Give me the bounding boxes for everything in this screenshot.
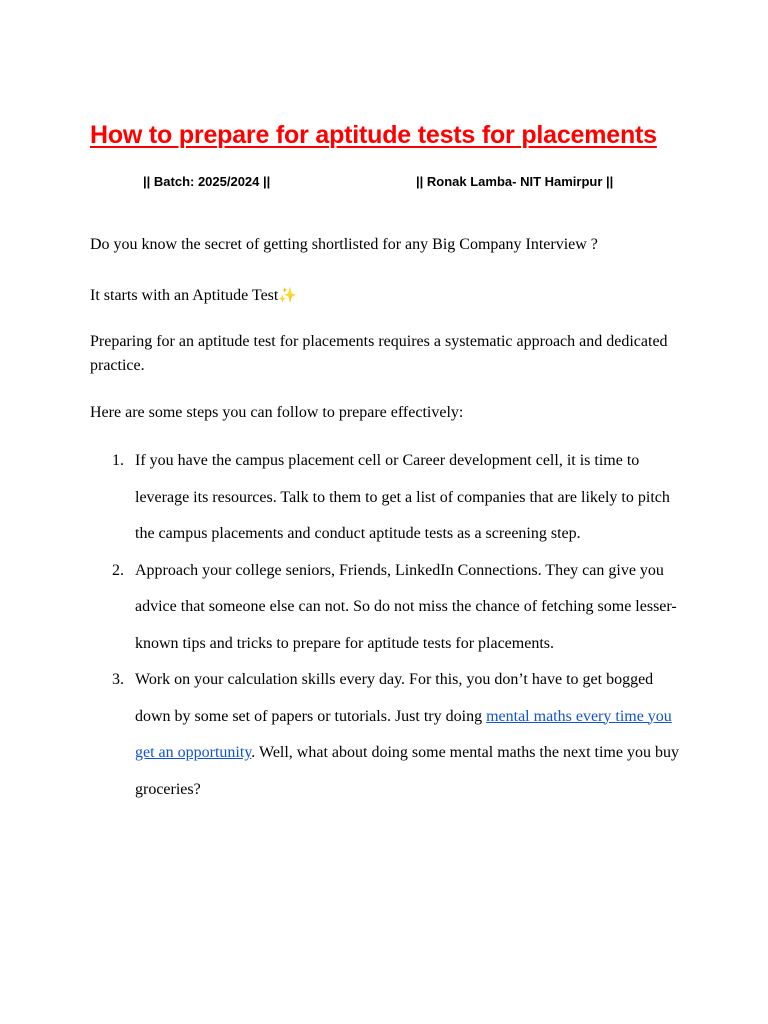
page-title: How to prepare for aptitude tests for placements (90, 121, 657, 149)
sparkle-icon: ✨ (278, 286, 298, 304)
list-item (90, 662, 690, 808)
intro-statement-text: It starts with an Aptitude Test (90, 287, 279, 304)
intro-question: Do you know the secret of getting shortlisted for any Big Company Interview ? (90, 236, 598, 253)
list-item-text: If you have the campus placement cell or Career development cell, it is time to leverage its resources. Talk to them to get a list of companies that are likely to pitch the campus placements and conduct aptitude tests as a screening step. (135, 452, 670, 542)
author-label: || Ronak Lamba- NIT Hamirpur || (416, 174, 614, 189)
steps-lead-in: Here are some steps you can follow to prepare effectively: (90, 404, 464, 421)
intro-statement (90, 283, 690, 308)
batch-label: || Batch: 2025/2024 || (143, 174, 271, 189)
list-item-number: 1. (112, 452, 124, 469)
list-item (90, 553, 690, 663)
mental-maths-link[interactable]: mental maths every time you get an opportunity (135, 707, 672, 761)
list-item-text-after: . Well, what about doing some mental maths the next time you buy groceries? (135, 744, 679, 798)
list-item-number: 2. (112, 561, 124, 579)
list-item-text-before: Work on your calculation skills every day. For this, you don’t have to get bogged down by some set of papers or tutorials. Just try doing (135, 671, 654, 725)
intro-paragraph: Preparing for an aptitude test for placements requires a systematic approach and dedicated practice. (90, 333, 668, 374)
steps-list (90, 443, 690, 808)
list-item-number: 3. (112, 671, 124, 688)
list-item-text: Approach your college seniors, Friends, LinkedIn Connections. They can give you advice that someone else can not. So do not miss the chance of fetching some lesser-known tips and tricks to prepare for aptitude tests for placements. (135, 561, 677, 652)
list-item (90, 443, 690, 553)
